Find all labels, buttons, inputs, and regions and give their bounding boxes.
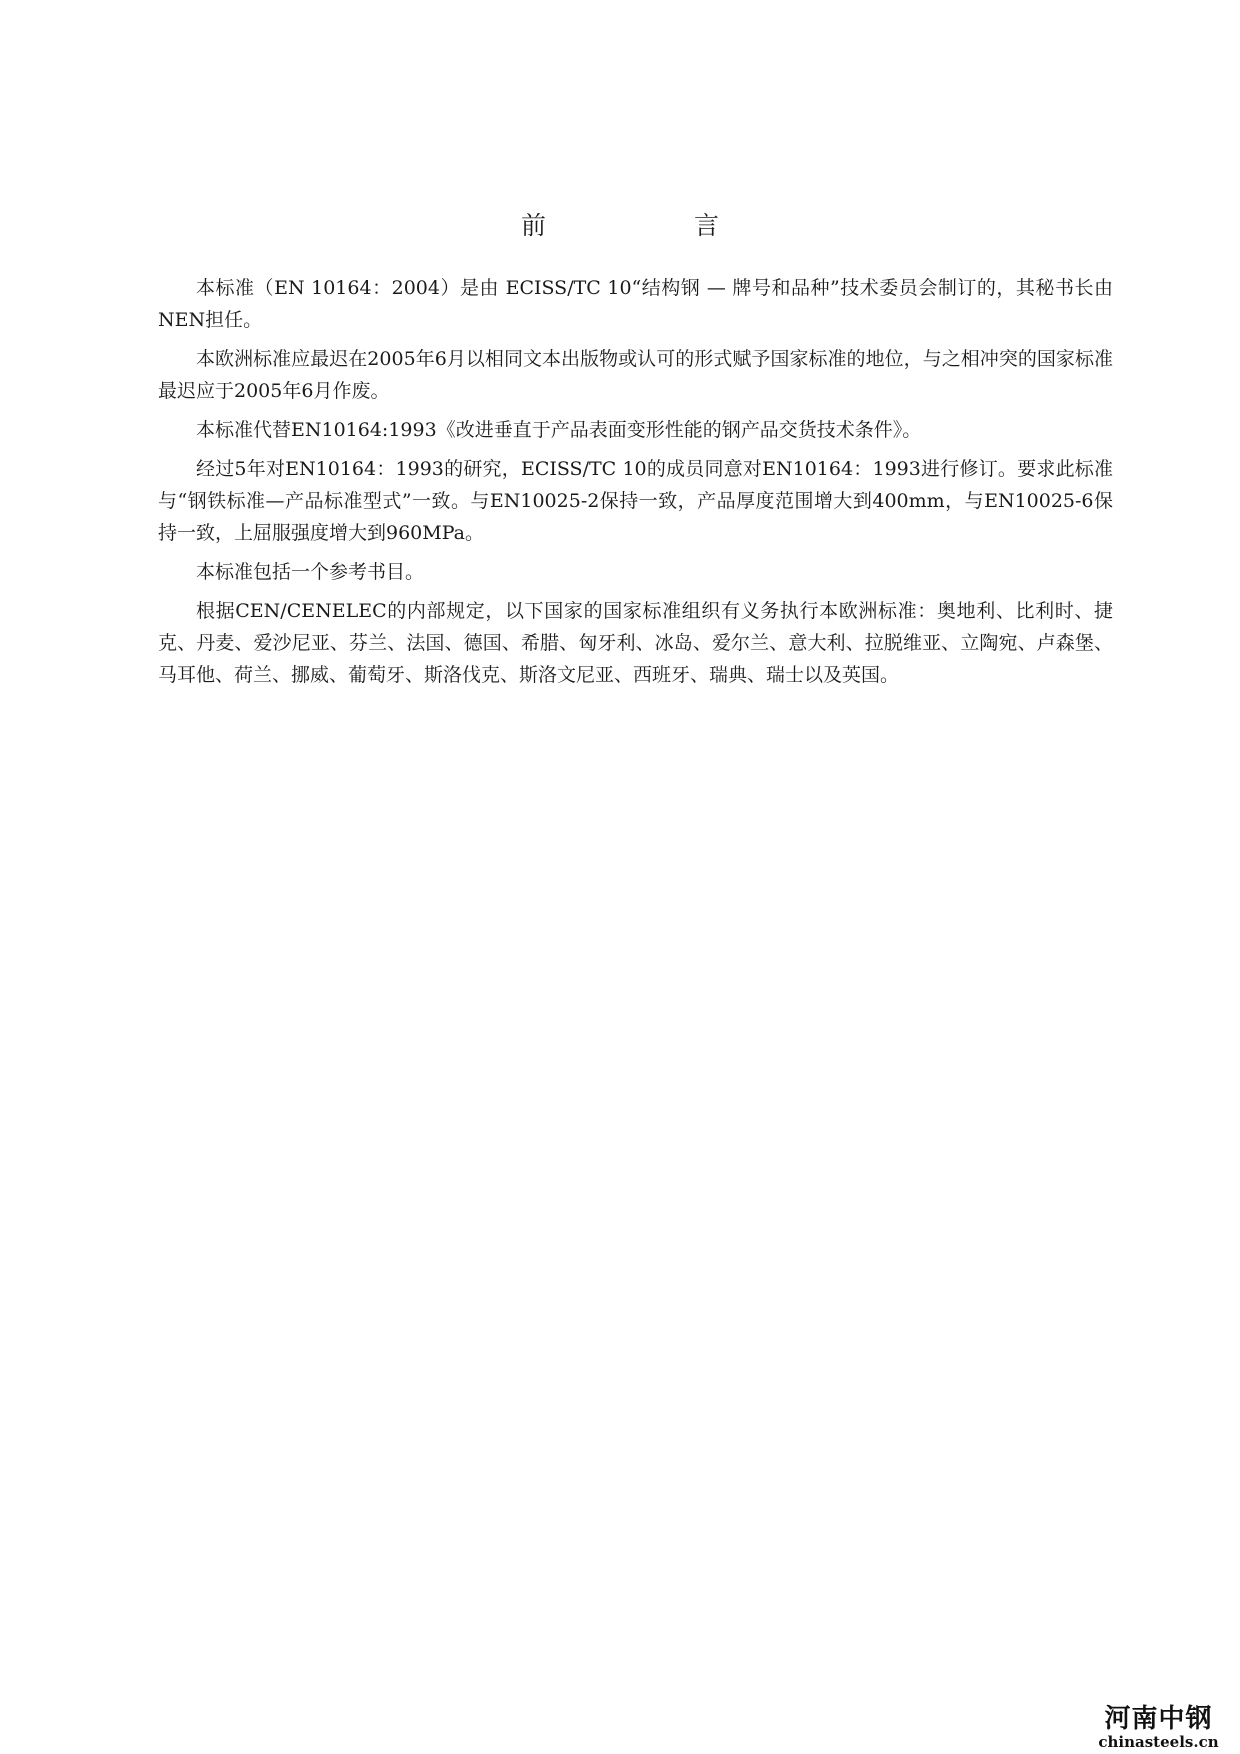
page-title: 前 言 [521, 211, 789, 240]
watermark-logo [1081, 1704, 1236, 1750]
watermark-name: 河南中钢 [1104, 1704, 1213, 1734]
paragraph-2: 本欧洲标准应最迟在2005年6月以相同文本出版物或认可的形式赋予国家标准的地位，与之相冲突的国家标准最迟应于2005年6月作废。 [158, 348, 1113, 402]
foreword-body [158, 272, 1113, 698]
paragraph-4: 经过5年对EN10164：1993的研究，ECISS/TC 10的成员同意对EN10164：1993进行修订。要求此标准与“钢铁标准—产品标准型式”一致。与EN10025-2保持一致，产品厚度范围增大到400mm，与EN10025-6保持一致，上屈服强度增大到960MPa。 [158, 458, 1113, 544]
paragraph-5: 本标准包括一个参考书目。 [196, 561, 425, 583]
paragraph-3: 本标准代替EN10164:1993《改进垂直于产品表面变形性能的钢产品交货技术条件》。 [196, 419, 922, 441]
paragraph-6: 根据CEN/CENELEC的内部规定，以下国家的国家标准组织有义务执行本欧洲标准：奥地利、比利时、捷克、丹麦、爱沙尼亚、芬兰、法国、德国、希腊、匈牙利、冰岛、爱尔兰、意大利、拉脱维亚、立陶宛、卢森堡、马耳他、荷兰、挪威、葡萄牙、斯洛伐克、斯洛文尼亚、西班牙、瑞典、瑞士以及英国。 [158, 600, 1113, 686]
paragraph-1: 本标准（EN 10164：2004）是由 ECISS/TC 10“结构钢 — 牌号和品种”技术委员会制订的，其秘书长由NEN担任。 [158, 277, 1113, 331]
watermark-site: chinasteels.cn [1098, 1733, 1219, 1751]
